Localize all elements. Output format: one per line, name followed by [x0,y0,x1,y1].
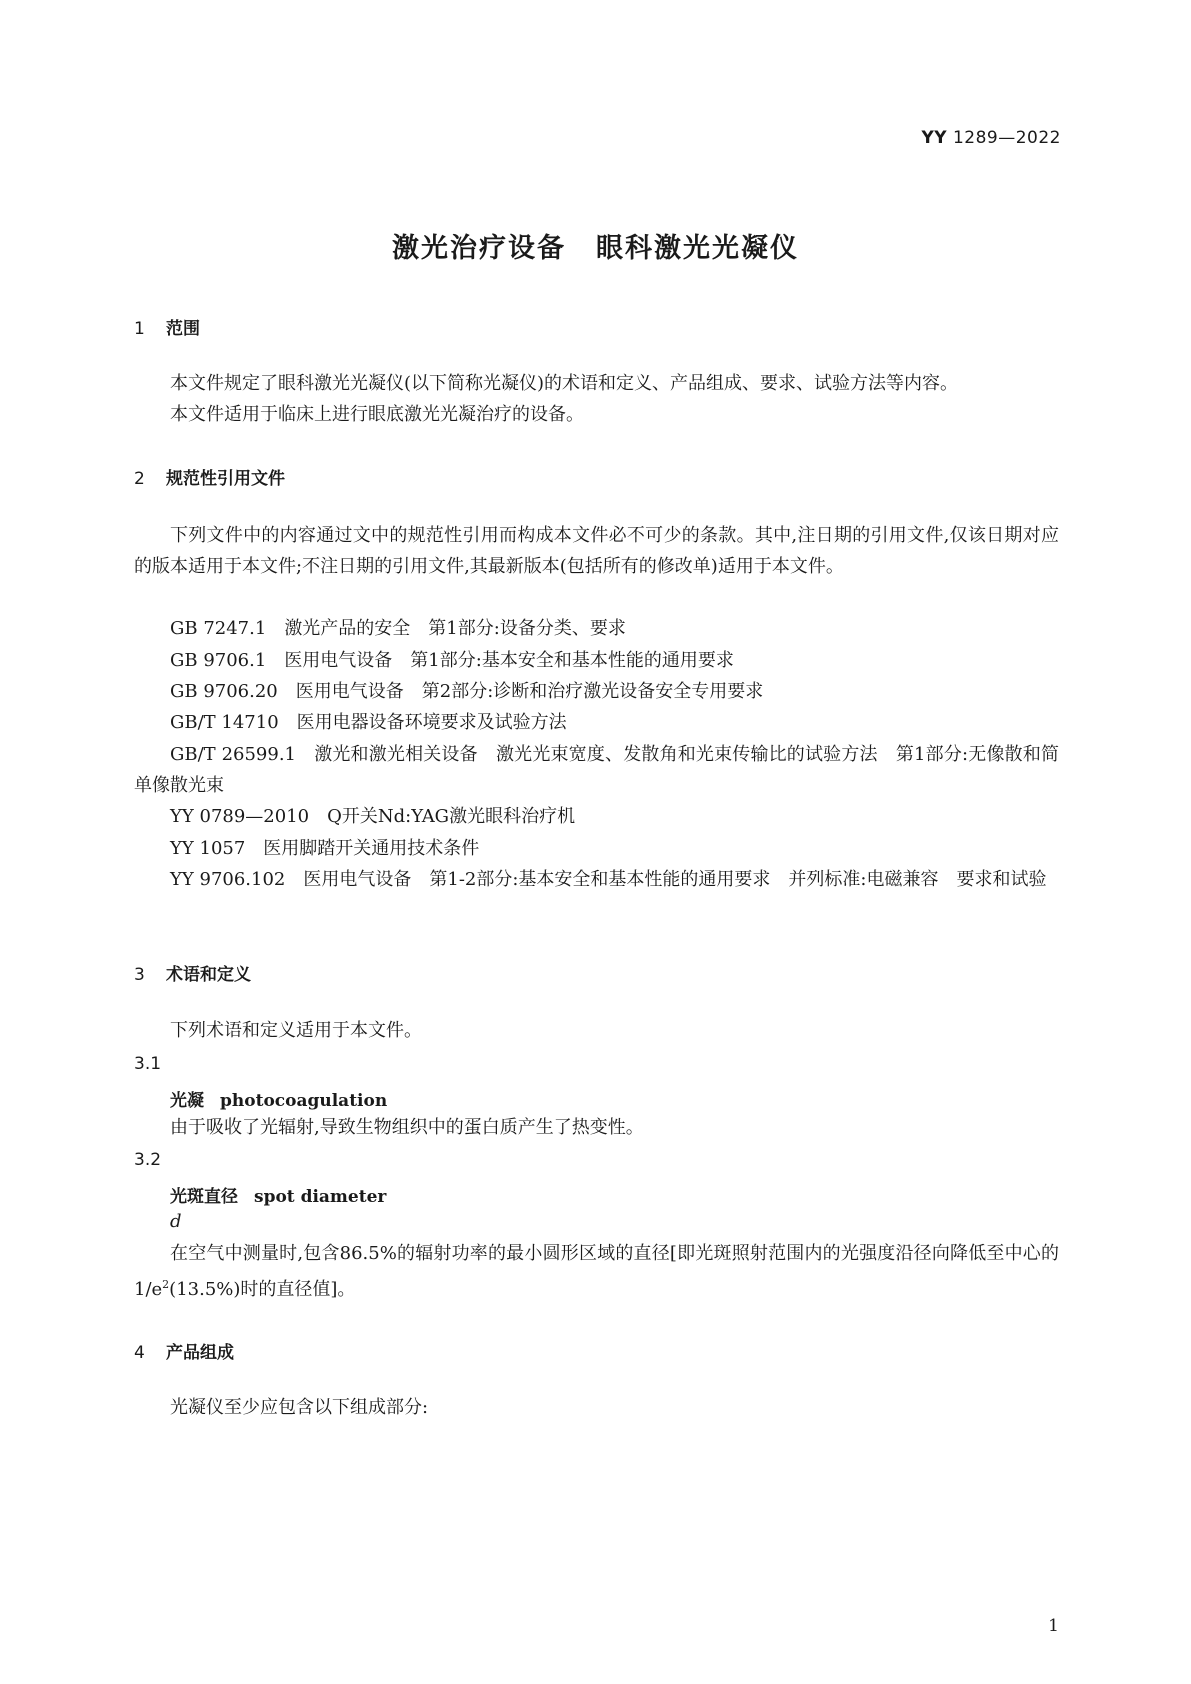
reference-item: YY 9706.102 医用电气设备 第1-2部分:基本安全和基本性能的通用要求 并列标准:电磁兼容 要求和试验 [170,869,1047,890]
term-symbol: d [170,1211,182,1232]
composition-paragraph: 光凝仪至少应包含以下组成部分: [170,1397,429,1418]
document-title [0,226,1191,265]
title-part-2: 眼科激光光凝仪 [596,233,799,264]
standard-code: 1289—2022 [952,128,1061,148]
section-heading-3: 3 术语和定义 [134,965,251,985]
section-heading-1: 1 范围 [134,319,200,339]
normative-references-intro: 下列文件中的内容通过文中的规范性引用而构成本文件必不可少的条款。其中,注日期的引用文件,仅该日期对应的版本适用于本文件;不注日期的引用文件,其最新版本(包括所有的修改单)适用于本文件。 [134,525,1059,577]
reference-item: GB 9706.20 医用电气设备 第2部分:诊断和治疗激光设备安全专用要求 [170,681,764,702]
reference-item: GB 7247.1 激光产品的安全 第1部分:设备分类、要求 [170,618,626,639]
section-heading-2: 2 规范性引用文件 [134,469,285,489]
term-definition-3-2: 在空气中测量时,包含86.5%的辐射功率的最小圆形区域的直径[即光斑照射范围内的光强度沿径向降低至中心的$1/e^2(13.5\%)$时的直径值]。 [134,1243,1059,1300]
standard-number [921,128,1061,148]
term-spot-diameter: 光斑直径 spot diameter [170,1187,387,1207]
reference-item: YY 1057 医用脚踏开关通用技术条件 [170,838,480,859]
clause-number-3-2: 3.2 [134,1150,162,1170]
reference-item: GB/T 14710 医用电器设备环境要求及试验方法 [170,712,567,733]
term-definition-3-1: 由于吸收了光辐射,导致生物组织中的蛋白质产生了热变性。 [170,1117,644,1138]
section-heading-4: 4 产品组成 [134,1343,234,1363]
standard-prefix: YY [921,128,948,148]
reference-item: YY 0789—2010 Q开关Nd:YAG激光眼科治疗机 [170,806,576,827]
reference-item: GB/T 26599.1 激光和激光相关设备 激光光束宽度、发散角和光束传输比的试验方法 第1部分:无像散和简单像散光束 [134,744,1059,796]
clause-number-3-1: 3.1 [134,1054,162,1074]
term-photocoagulation: 光凝 photocoagulation [170,1091,388,1111]
scope-paragraph-1: 本文件规定了眼科激光光凝仪(以下简称光凝仪)的术语和定义、产品组成、要求、试验方法等内容。 [170,373,959,394]
reference-item: GB 9706.1 医用电气设备 第1部分:基本安全和基本性能的通用要求 [170,650,734,671]
page-number: 1 [1048,1616,1059,1636]
terms-intro: 下列术语和定义适用于本文件。 [170,1020,422,1041]
title-part-1: 激光治疗设备 [392,233,566,264]
scope-paragraph-2: 本文件适用于临床上进行眼底激光光凝治疗的设备。 [170,404,584,425]
